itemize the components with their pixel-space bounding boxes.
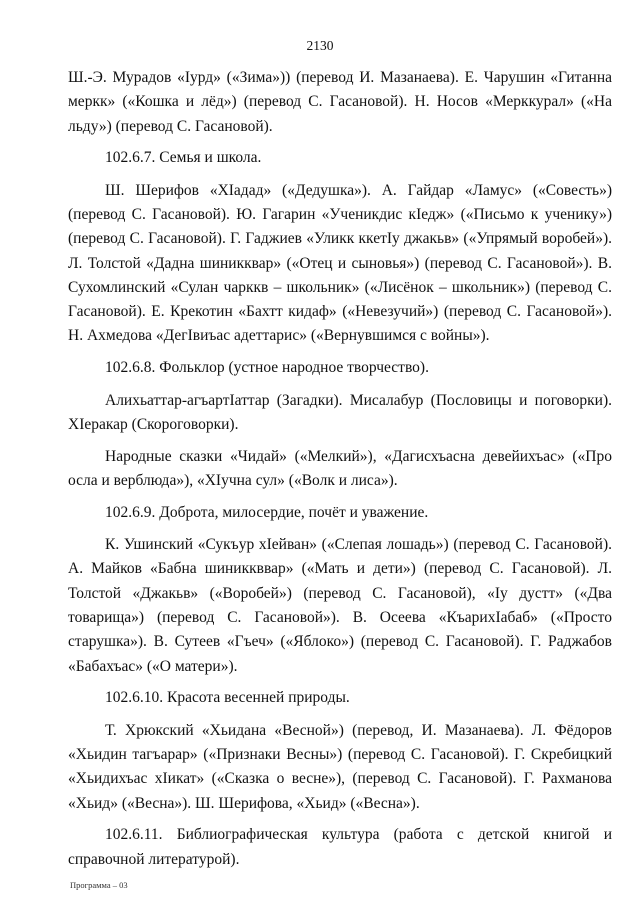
paragraph-kindness-works: К. Ушинский «Сукъур хIейван» («Слепая лошадь») (перевод С. Гасановой). А. Майков «Бабна шиниккввар» («Мать и дети») (перевод С. Гасановой). Л. Толстой «Джакьв» («Воробей») (перевод С. Гасановой), «Iу дустт» («Два товарища») (перевод С. Гасановой»). В. Осеева «КъарихIабаб» («Просто старушка»). В. Сутеев «Гъеч» («Яблоко») (перевод С. Гасановой). Г. Раджабов «Бабахъас» («О матери»). [68,536,612,675]
paragraph-family-school-works: Ш. Шерифов «ХIадад» («Дедушка»). А. Гайдар «Ламус» («Совесть») (перевод С. Гасановой). Ю. Гагарин «Ученикдис кIедж» («Письмо к ученику») (перевод С. Гасановой). Г. Гаджиев «Уликк ккетIу джакьв» («Упрямый воробей»). Л. Толстой «Дадна шиникквар» («Отец и сыновья») (перевод С. Гасановой»). В. Сухомлинский «Сулан чарккв – школьник» («Лисёнок – школьник») (перевод С. Гасановой). Е. Крекотин «Бахтт кидаф» («Невезучий») (перевод С. Гасановой»). Н. Ахмедова «ДегIвиъас адеттарис» («Вернувшимся с войны»). [68,181,612,345]
section-heading-folklore: 102.6.8. Фольклор (устное народное творчество). [105,359,429,377]
page-footer: Программа – 03 [70,880,128,890]
section-heading-spring: 102.6.10. Красота весенней природы. [105,689,350,707]
section-heading-kindness: 102.6.9. Доброта, милосердие, почёт и уважение. [105,503,429,521]
section-heading-bibliographic-culture: 102.6.11. Библиографическая культура (работа с детской книгой и справочной литературой). [68,826,612,868]
document-body [68,66,612,880]
paragraph-folk-tales: Народные сказки «Чидай» («Мелкий»), «Дагисхъасна девейихъас» («Про осла и верблюда»), «ХIучна сул» («Волк и лиса»). [68,447,612,489]
paragraph-spring-works: Т. Хрюкский «Хьидана «Весной») (перевод, И. Мазанаева). Л. Фёдоров «Хьидин тагъарар» («Признаки Весны») (перевод С. Гасановой). Г. Скребицкий «Хьидихъас хIикат» («Сказка о весне»), (перевод С. Гасановой). Г. Рахманова «Хьид» («Весна»). Ш. Шерифова, «Хьид» («Весна»). [68,721,612,812]
section-heading-family-school: 102.6.7. Семья и школа. [105,149,262,167]
paragraph-folklore-genres: Алихьаттар-агъартIаттар (Загадки). Мисалабур (Пословицы и поговорки). ХIеракар (Скороговорки). [68,391,612,433]
paragraph-authors-winter: Ш.-Э. Мурадов «Iурд» («Зима»)) (перевод И. Мазанаева). Е. Чарушин «Гитанна меркк» («Кошка и лёд») (перевод С. Гасановой). Н. Носов «Мерккурал» («На льду») (перевод С. Гасановой). [68,69,612,135]
page-number: 2130 [306,38,334,53]
